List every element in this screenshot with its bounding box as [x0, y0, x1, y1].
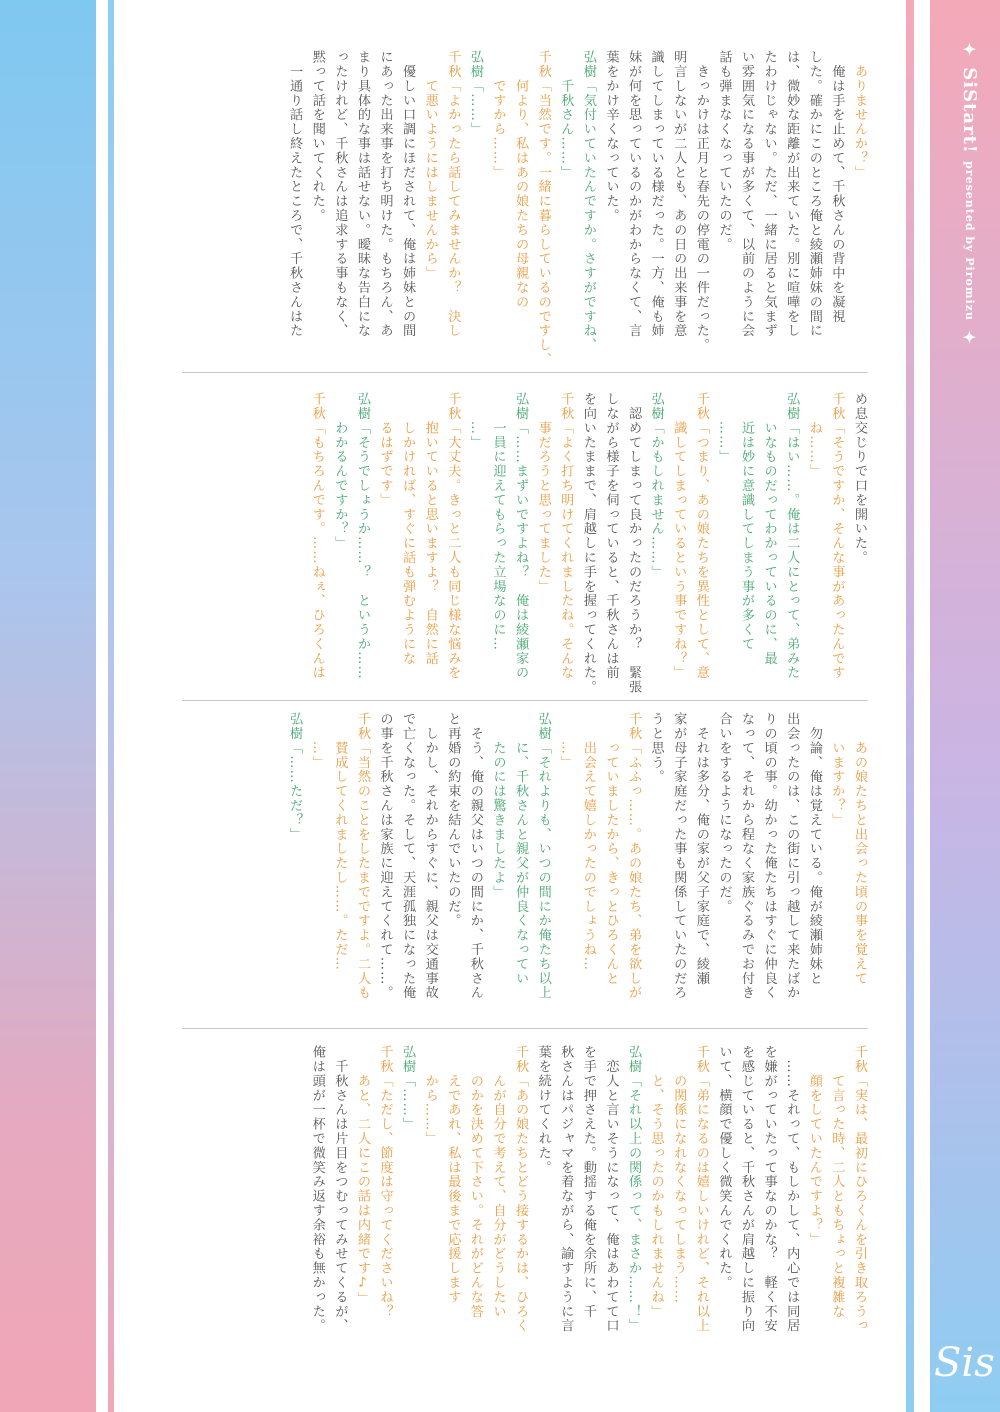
- hiroki-line: わかるんですか？」: [332, 392, 348, 551]
- hiroki-line: 弘樹「気付いていたんですか。さすがですね、: [580, 50, 596, 353]
- text-column-3: [170, 712, 870, 1032]
- narration-line: 千秋さんは片目をつむってみせてくるが、: [332, 1045, 348, 1333]
- narration-line: め息交じりで口を開いた。: [852, 392, 867, 565]
- hiroki-line: ……」: [716, 392, 732, 464]
- narration-line: 秋さんはパジャマを着ながら、諭すように言: [558, 1045, 574, 1333]
- hiroki-line: 弘樹「かもしれません……」: [648, 392, 664, 580]
- chiaki-line: 千秋「そうですか、そんな事があったんです: [829, 392, 845, 680]
- star-icon: ✦: [960, 40, 979, 60]
- hiroki-line: 一員に迎えてもらった立場なのに…: [490, 392, 506, 652]
- running-header: [950, 40, 980, 348]
- chiaki-line: 千秋「ふふっ……。あの娘たち、弟を欲しが: [626, 712, 642, 1000]
- chiaki-line: て悪いようにはしませんから」: [422, 50, 438, 281]
- chiaki-line: 千秋「ただし、節度は守ってくださいね？: [377, 1045, 393, 1319]
- hiroki-line: 千秋さん……」: [558, 50, 574, 180]
- chiaki-line: て言った時、二人ともちょっと複雑な: [829, 1045, 845, 1319]
- narration-line: ……それって、もしかして、内心では同居: [784, 1045, 800, 1333]
- chiaki-line: …」: [558, 712, 574, 770]
- chiaki-line: と、そう思ったのかもしれませんね」: [648, 1045, 664, 1319]
- narration-line: しながら様子を伺っていると、千秋さんは前: [603, 392, 619, 680]
- narration-line: 勿論、俺は覚えている。俺が綾瀬姉妹と: [806, 712, 822, 986]
- chiaki-line: 千秋「弟になるのは嬉しいけれど、それ以上: [693, 1045, 709, 1333]
- narration-line: を向いたままで、肩越しに手を握ってくれた。: [580, 392, 596, 695]
- chiaki-line: のかを決めて下さい。それがどんな答: [467, 1045, 483, 1319]
- hiroki-line: …」: [467, 392, 483, 450]
- hiroki-line: 弘樹「……ただ？」: [287, 712, 303, 842]
- chiaki-line: ですから……」: [490, 50, 506, 180]
- chiaki-line: 千秋「よく打ち明けてくれましたね。そんな: [558, 392, 574, 680]
- column-divider: [182, 1028, 868, 1029]
- text-column-2: [170, 392, 870, 712]
- narration-line: した。確かにこのところ俺と綾瀬姉妹の間に: [806, 50, 822, 338]
- narration-line: 葉を続けてくれた。: [535, 1045, 551, 1175]
- narration-line: は、微妙な距離が出来ていた。別に喧嘩をし: [784, 50, 800, 338]
- chiaki-line: 千秋「当然です。一緒に暮らしているのですし、: [535, 50, 551, 367]
- hiroki-line: 近は妙に意識してしまう事が多くて: [739, 392, 755, 652]
- narration-line: それは多分、俺の家が父子家庭で、綾瀬: [693, 712, 709, 986]
- chiaki-line: ね……」: [806, 392, 822, 479]
- sis-logo: Sis: [934, 1340, 995, 1386]
- column-divider: [182, 700, 868, 701]
- header-subtitle: presented by Piromizu: [963, 161, 976, 321]
- chiaki-line: えであれ、私は最後まで応援します: [445, 1045, 461, 1305]
- left-gradient-band: [0, 0, 96, 1412]
- star-icon: ✦: [960, 328, 979, 349]
- chiaki-line: あと、二人にこの話は内緒です♪」: [354, 1045, 370, 1306]
- text-column-4: [170, 1045, 870, 1365]
- chiaki-line: 千秋「あの娘たちとどう接するかは、ひろく: [513, 1045, 529, 1333]
- narration-line: きっかけは正月と春先の停電の一件だった。: [693, 50, 709, 353]
- chiaki-line: っていましたから、きっとひろくんと: [603, 712, 619, 986]
- narration-line: 葉をかけ辛くなっていた。: [603, 50, 619, 223]
- narration-line: 俺は手を止めて、千秋さんの背中を凝視: [829, 50, 845, 324]
- narration-line: うと思う。: [648, 712, 664, 784]
- narration-line: を感じていると、千秋さんが肩越しに振り向: [739, 1045, 755, 1333]
- chiaki-line: んが自分で考えて、自分がどうしたい: [490, 1045, 506, 1319]
- narration-line: 恋人と言いそうになって、俺はあわてて口: [603, 1045, 619, 1333]
- hiroki-line: 弘樹「……まずいですよね？ 俺は綾瀬家の: [513, 392, 529, 680]
- narration-line: りの頃の事。幼かった俺たちはすぐに仲良く: [761, 712, 777, 1000]
- narration-line: と再婚の約束を結んでいたのだ。: [445, 712, 461, 928]
- hiroki-line: たのには驚きましたよ」: [490, 712, 506, 900]
- narration-line: 優しい口調にほだされて、俺は姉妹との間: [400, 50, 416, 338]
- chiaki-line: 事だろうと思ってました」: [535, 392, 551, 594]
- narration-line: しかし、それからすぐに、親父は交通事故: [422, 712, 438, 1000]
- chiaki-line: 千秋「当然のことをしたまでですよ。二人も: [354, 712, 370, 1000]
- left-gradient-line: [108, 0, 114, 1412]
- narration-line: 識してしまっている様だった。一方、俺も姉: [648, 50, 664, 338]
- hiroki-line: 弘樹「……」: [400, 1045, 416, 1132]
- hiroki-line: 弘樹「そうでしょうか……？ というか……: [354, 392, 370, 680]
- chiaki-line: の関係になれなくなってしまう……: [671, 1045, 687, 1305]
- narration-line: 合いをするようになったのだ。: [716, 712, 732, 914]
- chiaki-line: …」: [309, 712, 325, 770]
- narration-line: 一通り話し終えたところで、千秋さんはた: [287, 50, 303, 338]
- narration-line: い雰囲気になる事が多くて、以前のように会: [739, 50, 755, 338]
- narration-line: の事を千秋さんは家族に迎えてくれて……。: [377, 712, 393, 1000]
- hiroki-line: 弘樹「……」: [467, 50, 483, 137]
- narration-line: たわけじゃない。ただ、一緒に居ると気まず: [761, 50, 777, 338]
- narration-line: 明言しないが二人とも、あの日の出来事を意: [671, 50, 687, 338]
- narration-line: そう、俺の親父はいつの間にか、千秋さん: [467, 712, 483, 1000]
- narration-line: いて、横顔で優しく微笑んでくれた。: [716, 1045, 732, 1290]
- hiroki-line: いなものだってわかっているのに、最: [761, 392, 777, 666]
- narration-line: を嫌がっていたって事なのかな？ 軽く不安: [761, 1045, 777, 1333]
- chiaki-line: あの娘たちと出会った頃の事を覚えて: [852, 712, 867, 986]
- hiroki-line: 弘樹「それよりも、いつの間にか俺たち以上: [535, 712, 551, 1000]
- narration-line: 妹が何を思っているのかがわからなくて、言: [626, 50, 642, 338]
- chiaki-line: 千秋「つまり、あの娘たちを異性として、意: [693, 392, 709, 680]
- chiaki-line: 千秋「大丈夫。きっと二人も同じ様な悩みを: [445, 392, 461, 680]
- narration-line: 黙って話を聞いてくれた。: [309, 50, 325, 223]
- narration-line: を手で押さえた。動揺する俺を余所に、千: [580, 1045, 596, 1319]
- header-title: SiStart!: [959, 67, 980, 154]
- text-column-1: [170, 50, 870, 370]
- chiaki-line: 抱いていると思いますよ？ 自然に話: [422, 392, 438, 666]
- narration-line: 認めてしまって良かったのだろうか？ 緊張: [626, 392, 642, 695]
- narration-line: なって、それから程なく家族ぐるみでお付き: [739, 712, 755, 1000]
- narration-line: で亡くなった。そして、天涯孤独になった俺: [400, 712, 416, 1000]
- narration-line: 話も弾まなくなっていたのだ。: [716, 50, 732, 252]
- chiaki-line: るはずです」: [377, 392, 393, 508]
- chiaki-line: 顔をしていたんですよ？」: [806, 1045, 822, 1247]
- chiaki-line: 千秋「よかったら話してみませんか？ 決し: [445, 50, 461, 338]
- hiroki-line: 弘樹「それ以上の関係って、まさか……！」: [626, 1045, 642, 1333]
- chiaki-line: 千秋「実は、最初にひろくんを引き取ろうっ: [852, 1045, 867, 1333]
- hiroki-line: 弘樹「はい……。俺は二人にとって、弟みた: [784, 392, 800, 680]
- chiaki-line: いますか？」: [829, 712, 845, 828]
- chiaki-line: 千秋「もちろんです。……ねぇ、ひろくんは: [309, 392, 325, 680]
- narration-line: ったけれど、千秋さんは追求する事もなく、: [332, 50, 348, 338]
- narration-line: まり具体的な事は話せない。曖昧な告白にな: [354, 50, 370, 338]
- narration-line: にあった出来事を打ち明けた。もちろん、あ: [377, 50, 393, 338]
- hiroki-line: に、千秋さんと親父が仲良くなってい: [513, 712, 529, 986]
- chiaki-line: しかければ、すぐに話も弾むようにな: [400, 392, 416, 666]
- column-divider: [182, 372, 868, 373]
- narration-line: 俺は頭が一杯で微笑み返す余裕も無かった。: [309, 1045, 325, 1333]
- right-gradient-line: [906, 0, 914, 1412]
- chiaki-line: 出会えて嬉しかったのでしょうね…: [580, 712, 596, 972]
- chiaki-line: 識してしまっているという事ですね？」: [671, 392, 687, 680]
- chiaki-line: ありませんか？」: [852, 50, 867, 180]
- chiaki-line: 何より、私はあの娘たちの母親なの: [513, 50, 529, 310]
- chiaki-line: から……」: [422, 1045, 438, 1146]
- narration-line: 出会ったのは、この街に引っ越して来たばか: [784, 712, 800, 1000]
- narration-line: 家が母子家庭だった事も関係していたのだろ: [671, 712, 687, 1000]
- chiaki-line: 賛成してくれましたし……。ただ…: [332, 712, 348, 972]
